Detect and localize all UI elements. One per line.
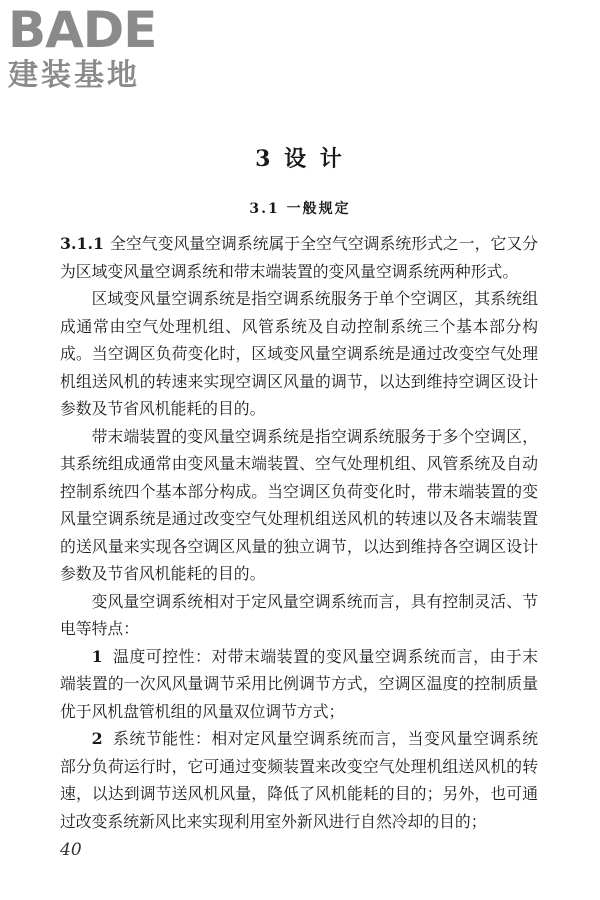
item-number: 2 — [91, 729, 103, 748]
clause-3-1-1 — [60, 230, 538, 285]
logo-wordmark: BADE — [8, 1, 157, 59]
paragraph — [60, 423, 538, 588]
paragraph — [60, 285, 538, 423]
paragraph-text: 温度可控性：对带末端装置的变风量空调系统而言，由于末端装置的一次风风量调节采用比例调节方式，空调区温度的控制质量优于风机盘管机组的风量双位调节方式； — [60, 646, 538, 721]
paragraph-text: 全空气变风量空调系统属于全空气空调系统形式之一，它又分为区域变风量空调系统和带末端装置的变风量空调系统两种形式。 — [60, 234, 538, 281]
section-title: 3.1 一般规定 — [249, 201, 351, 217]
list-item — [60, 643, 538, 726]
logo-chinese-name: 建装基地 — [8, 58, 140, 93]
list-item — [60, 725, 538, 835]
paragraph-text: 变风量空调系统相对于定风量空调系统而言，具有控制灵活、节电等特点： — [60, 591, 538, 638]
bade-logo — [8, 1, 178, 96]
paragraph-text: 带末端装置的变风量空调系统是指空调系统服务于多个空调区，其系统组成通常由变风量末端装置、空气处理机组、风管系统及自动控制系统四个基本部分构成。当空调区负荷变化时，带末端装置的变风量空调系统是通过改变空气处理机组送风机的转速以及各末端装置的送风量来实现各空调区风量的独立调节，以达到维持各空调区设计参数及节省风机能耗的目的。 — [60, 426, 538, 583]
page-number: 40 — [60, 840, 82, 860]
item-number: 1 — [91, 646, 103, 666]
paragraph-text: 系统节能性：相对定风量空调系统而言，当变风量空调系统部分负荷运行时，它可通过变频装置来改变空气处理机组送风机的转速，以达到调节送风机风量，降低了风机能耗的目的；另外，也可通过改变系统新风比来实现利用室外新风进行自然冷却的目的； — [60, 729, 538, 831]
chapter-title: 3 设 计 — [255, 146, 345, 172]
body-text — [60, 230, 538, 835]
paragraph — [60, 588, 538, 643]
paragraph-text: 区域变风量空调系统是指空调系统服务于单个空调区，其系统组成通常由空气处理机组、风管系统及自动控制系统三个基本部分构成。当空调区负荷变化时，区域变风量空调系统是通过改变空气处理机组送风机的转速来实现空调区风量的调节，以达到维持空调区设计参数及节省风机能耗的目的。 — [60, 289, 538, 418]
clause-number: 3.1.1 — [60, 234, 104, 253]
